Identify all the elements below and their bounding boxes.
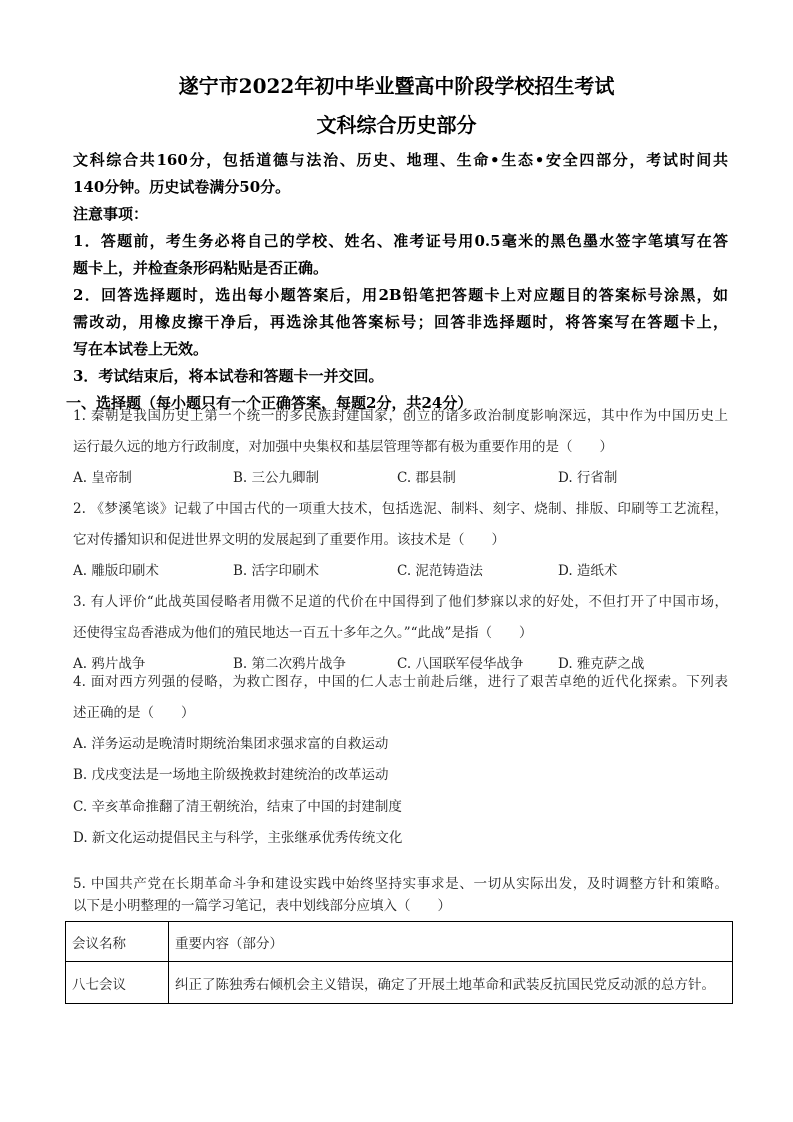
notice-line: 需改动，用橡皮擦干净后，再选涂其他答案标号；回答非选择题时，将答案写在答题卡上， (73, 313, 728, 331)
question-1-option-d: D. 行省制 (558, 470, 618, 486)
table-row (66, 962, 733, 1004)
question-4-option-a: A. 洋务运动是晚清时期统治集团求强求富的自救运动 (73, 736, 389, 752)
question-5-line-2: 以下是小明整理的一篇学习笔记，表中划线部分应填入（ ） (73, 898, 451, 914)
intro-line: 140分钟。历史试卷满分50分。 (73, 178, 291, 196)
question-4-option-d: D. 新文化运动提倡民主与科学，主张继承优秀传统文化 (73, 830, 403, 846)
question-3-option-d: D. 雅克萨之战 (558, 656, 645, 672)
exam-subtitle: 文科综合历史部分 (316, 113, 477, 137)
table-header-row (66, 922, 733, 962)
notice-line: 2．回答选择题时，选出每小题答案后，用2B铅笔把答题卡上对应题目的答案标号涂黑，如 (73, 286, 728, 304)
notice-line: 写在本试卷上无效。 (73, 340, 209, 358)
question-2-option-c: C. 泥范铸造法 (397, 563, 483, 579)
question-4-line: 述正确的是（ ） (73, 705, 195, 721)
question-2-line: 它对传播知识和促进世界文明的发展起到了重要作用。该技术是（ ） (73, 532, 505, 548)
question-1-line: 运行最久远的地方行政制度，对加强中央集权和基层管理等都有极为重要作用的是（ ） (73, 439, 613, 455)
question-5-line: 5. 中国共产党在长期革命斗争和建设实践中始终坚持实事求是、一切从实际出发，及时调整方针和策略。 (73, 876, 728, 892)
question-1-option-c: C. 郡县制 (397, 470, 456, 486)
table-cell: 纠正了陈独秀右倾机会主义错误，确定了开展土地革命和武装反抗国民党反动派的总方针。 (169, 962, 733, 1004)
notice-line: 题卡上，并检查条形码粘贴是否正确。 (73, 259, 329, 277)
question-4-option-b: B. 戊戌变法是一场地主阶级挽救封建统治的改革运动 (73, 767, 389, 783)
question-4-option-c: C. 辛亥革命推翻了清王朝统治，结束了中国的封建制度 (73, 799, 402, 815)
question-2-option-a: A. 雕版印刷术 (73, 563, 159, 579)
question-1-line: 1. 秦朝是我国历史上第一个统一的多民族封建国家，创立的诸多政治制度影响深远，其中作为中国历史上 (73, 408, 728, 424)
meeting-table (65, 921, 733, 1004)
notice-line: 3．考试结束后，将本试卷和答题卡一并交回。 (73, 367, 384, 385)
table-header-cell: 重要内容（部分） (169, 922, 733, 962)
table-header-cell: 会议名称 (66, 922, 169, 962)
notice-line: 1．答题前，考生务必将自己的学校、姓名、准考证号用0.5毫米的黑色墨水签字笔填写在答 (73, 232, 728, 250)
question-1-option-a: A. 皇帝制 (73, 470, 132, 486)
question-4-line: 4. 面对西方列强的侵略，为救亡图存，中国的仁人志士前赴后继，进行了艰苦卓绝的近代化探索。下列表 (73, 674, 728, 690)
question-3-option-c: C. 八国联军侵华战争 (397, 656, 524, 672)
table-cell: 八七会议 (66, 962, 169, 1004)
question-3-option-a: A. 鸦片战争 (73, 656, 146, 672)
question-3-line: 还使得宝岛香港成为他们的殖民地达一百五十多年之久。”“此战”是指（ ） (73, 625, 533, 641)
intro-line: 文科综合共160分，包括道德与法治、历史、地理、生命•生态•安全四部分，考试时间共 (73, 151, 728, 169)
question-2-option-b: B. 活字印刷术 (233, 563, 320, 579)
section-heading: 一、选择题（每小题只有一个正确答案，每题2分，共24分） (66, 394, 473, 412)
question-1-option-b: B. 三公九卿制 (233, 470, 320, 486)
question-2-option-d: D. 造纸术 (558, 563, 618, 579)
question-2-line: 2. 《梦溪笔谈》记载了中国古代的一项重大技术，包括选泥、制料、刻字、烧制、排版、印刷等工艺流程， (73, 501, 728, 517)
exam-title: 遂宁市2022年初中毕业暨高中阶段学校招生考试 (178, 74, 615, 98)
question-3-option-b: B. 第二次鸦片战争 (233, 656, 347, 672)
question-3-line: 3. 有人评价“此战英国侵略者用微不足道的代价在中国得到了他们梦寐以求的好处，不但打开了中国市场， (73, 594, 728, 610)
notice-heading: 注意事项： (73, 205, 149, 223)
